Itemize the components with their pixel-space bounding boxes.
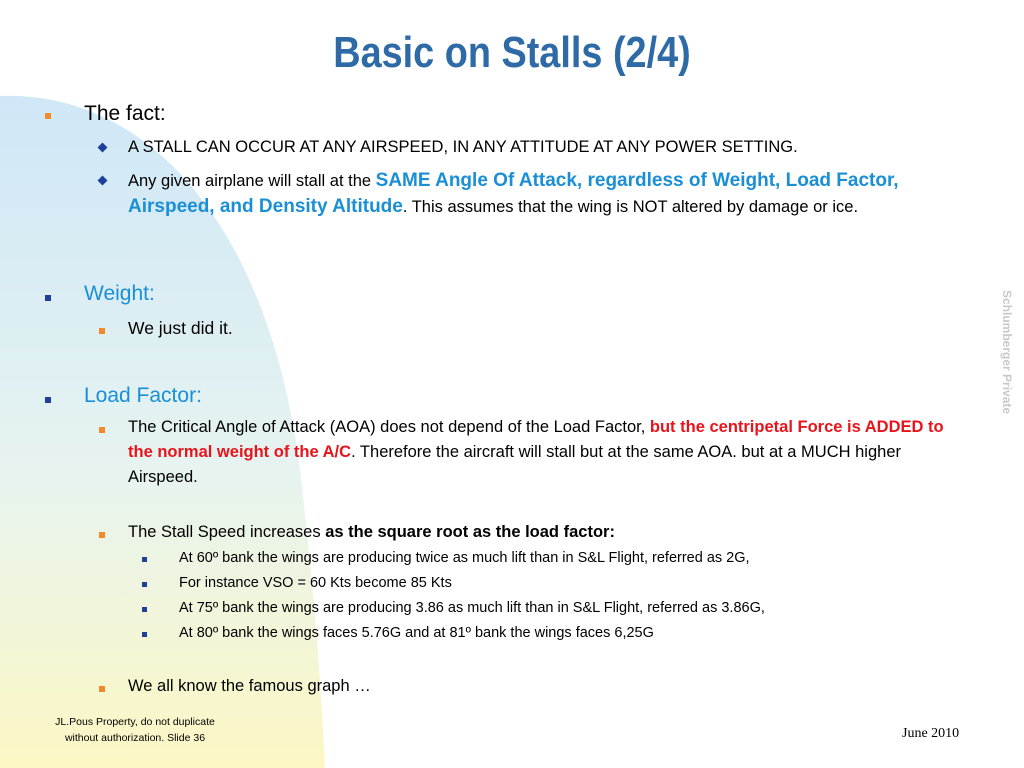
navy-small-bullet-icon [142, 582, 147, 587]
orange-square-bullet-icon [45, 113, 51, 119]
footer-left-line2: without authorization. Slide 36 [64, 732, 206, 744]
diamond-bullet-icon [98, 176, 108, 186]
navy-square-bullet-icon [45, 397, 51, 403]
section-heading-fact: The fact: [84, 102, 166, 125]
fact-item-2-pre: Any given airplane will stall at the [128, 172, 376, 190]
fact-item-2 [128, 168, 978, 220]
load-factor-item-1-highlight: but the centripetal Force is ADDED to the normal weight of the A/C [128, 418, 944, 461]
load-factor-subitem-2: For instance VSO = 60 Kts become 85 Kts [179, 575, 452, 591]
footer-copyright [30, 714, 240, 746]
load-factor-subitem-1: At 60º bank the wings are producing twice as much lift than in S&L Flight, referred as 2G, [179, 550, 750, 566]
diamond-bullet-icon [98, 143, 108, 153]
page-title: Basic on Stalls (2/4) [333, 28, 691, 77]
navy-small-bullet-icon [142, 557, 147, 562]
orange-square-bullet-icon [99, 427, 105, 433]
orange-square-bullet-icon [99, 532, 105, 538]
load-factor-item-1-pre: The Critical Angle of Attack (AOA) does not depend of the Load Factor, [128, 418, 650, 436]
load-factor-subitem-4: At 80º bank the wings faces 5.76G and at 81º bank the wings faces 6,25G [179, 625, 654, 641]
section-heading-load-factor: Load Factor: [84, 384, 202, 407]
section-heading-weight: Weight: [84, 282, 155, 305]
footer-date: June 2010 [902, 726, 960, 741]
weight-item-1: We just did it. [128, 318, 233, 338]
load-factor-item-3: We all know the famous graph … [128, 677, 371, 695]
orange-square-bullet-icon [99, 328, 105, 334]
load-factor-item-1 [128, 415, 958, 490]
load-factor-item-2-pre: The Stall Speed increases [128, 523, 326, 541]
navy-square-bullet-icon [45, 295, 51, 301]
fact-item-2-highlight: SAME Angle Of Attack, regardless of Weight, Load Factor, Airspeed, and Density Altitude [128, 170, 899, 217]
load-factor-item-2-bold: as the square root as the load factor: [325, 523, 615, 541]
fact-item-2-post: . This assumes that the wing is NOT altered by damage or ice. [402, 198, 859, 216]
navy-small-bullet-icon [142, 632, 147, 637]
navy-small-bullet-icon [142, 607, 147, 612]
orange-square-bullet-icon [99, 686, 105, 692]
footer-left-line1: JL.Pous Property, do not duplicate [55, 716, 215, 728]
fact-item-1: A STALL CAN OCCUR AT ANY AIRSPEED, IN ANY ATTITUDE AT ANY POWER SETTING. [128, 138, 798, 156]
load-factor-item-1-post: . Therefore the aircraft will stall but at the same AOA. but at a MUCH higher Airspeed. [128, 443, 902, 486]
load-factor-subitem-3: At 75º bank the wings are producing 3.86 as much lift than in S&L Flight, referred as 3.86G, [179, 600, 765, 616]
load-factor-item-2 [128, 520, 615, 545]
side-label: Schlumberger Private [1000, 290, 1014, 415]
